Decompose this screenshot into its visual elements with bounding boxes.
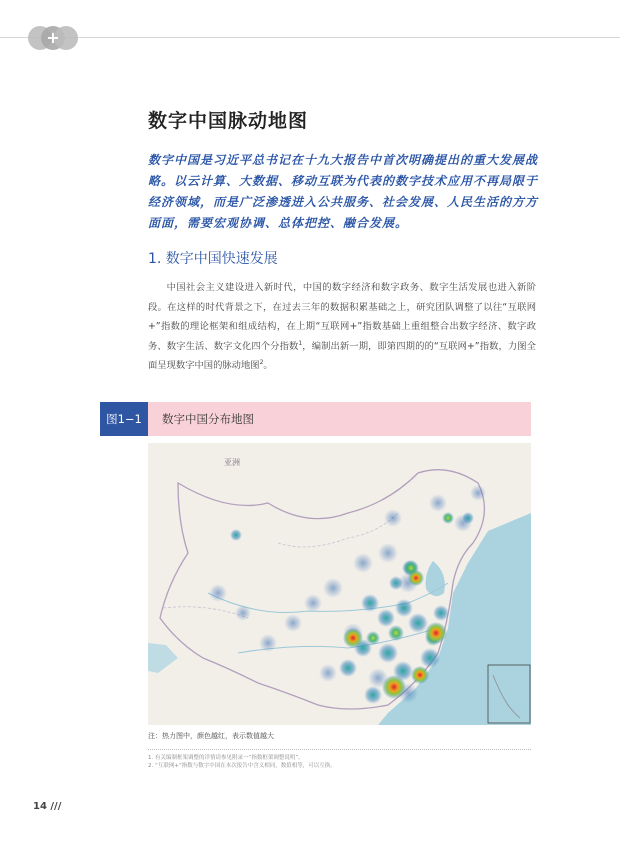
plus-icon: + [46,28,60,47]
footnote-2: 2. “互联网+”指数与数字中国在本次报告中含义相同，数值相等，可以互换。 [148,763,336,769]
figure-header [100,402,531,436]
section-heading: 1. 数字中国快速发展 [148,251,278,267]
figure-note: 注：热力图中，颜色越红，表示数值越大 [148,732,274,740]
figure-title: 数字中国分布地图 [162,412,254,426]
page-title: 数字中国脉动地图 [148,110,309,132]
figure-number: 图1−1 [100,402,148,436]
footnote-ref-1[interactable]: 1 [298,339,303,347]
footnote-rule [148,749,531,750]
header-badge [28,26,78,50]
intro-paragraph: 数字中国是习近平总书记在十九大报告中首次明确提出的重大发展战略。以云计算、大数据、移动互联为代表的数字技术应用不再局限于经济领域，而是广泛渗透进入公共服务、社会发展、人民生活的方方面面，需要宏观协调、总体把控、融合发展。 [148,153,539,230]
body-paragraph: 中国社会主义建设进入新时代，中国的数字经济和数字政务、数字生活发展也进入新阶段。在这样的时代背景之下，在过去三年的数据积累基础之上，研究团队调整了以往“互联网+”指数的理论框架和组成结构，在上期“互联网+”指数基础上重组整合出数字经济、数字政务、数字生活、数字文化四个分指数$^1$，编制出新一期，即第四期的的“互联网+”指数，力图全面呈现数字中国的脉动地图$^2$。 [148,282,536,372]
map-label: 亚洲 [224,458,240,467]
page-number: 14 /// [33,801,62,812]
footnote-ref-2[interactable]: 2 [259,359,264,367]
header-rule [0,37,620,38]
heatmap-map [148,443,531,725]
footnote-1: 1. 有关编制框架调整的详情请参见附录一“指数框架调整说明”。 [148,755,304,761]
